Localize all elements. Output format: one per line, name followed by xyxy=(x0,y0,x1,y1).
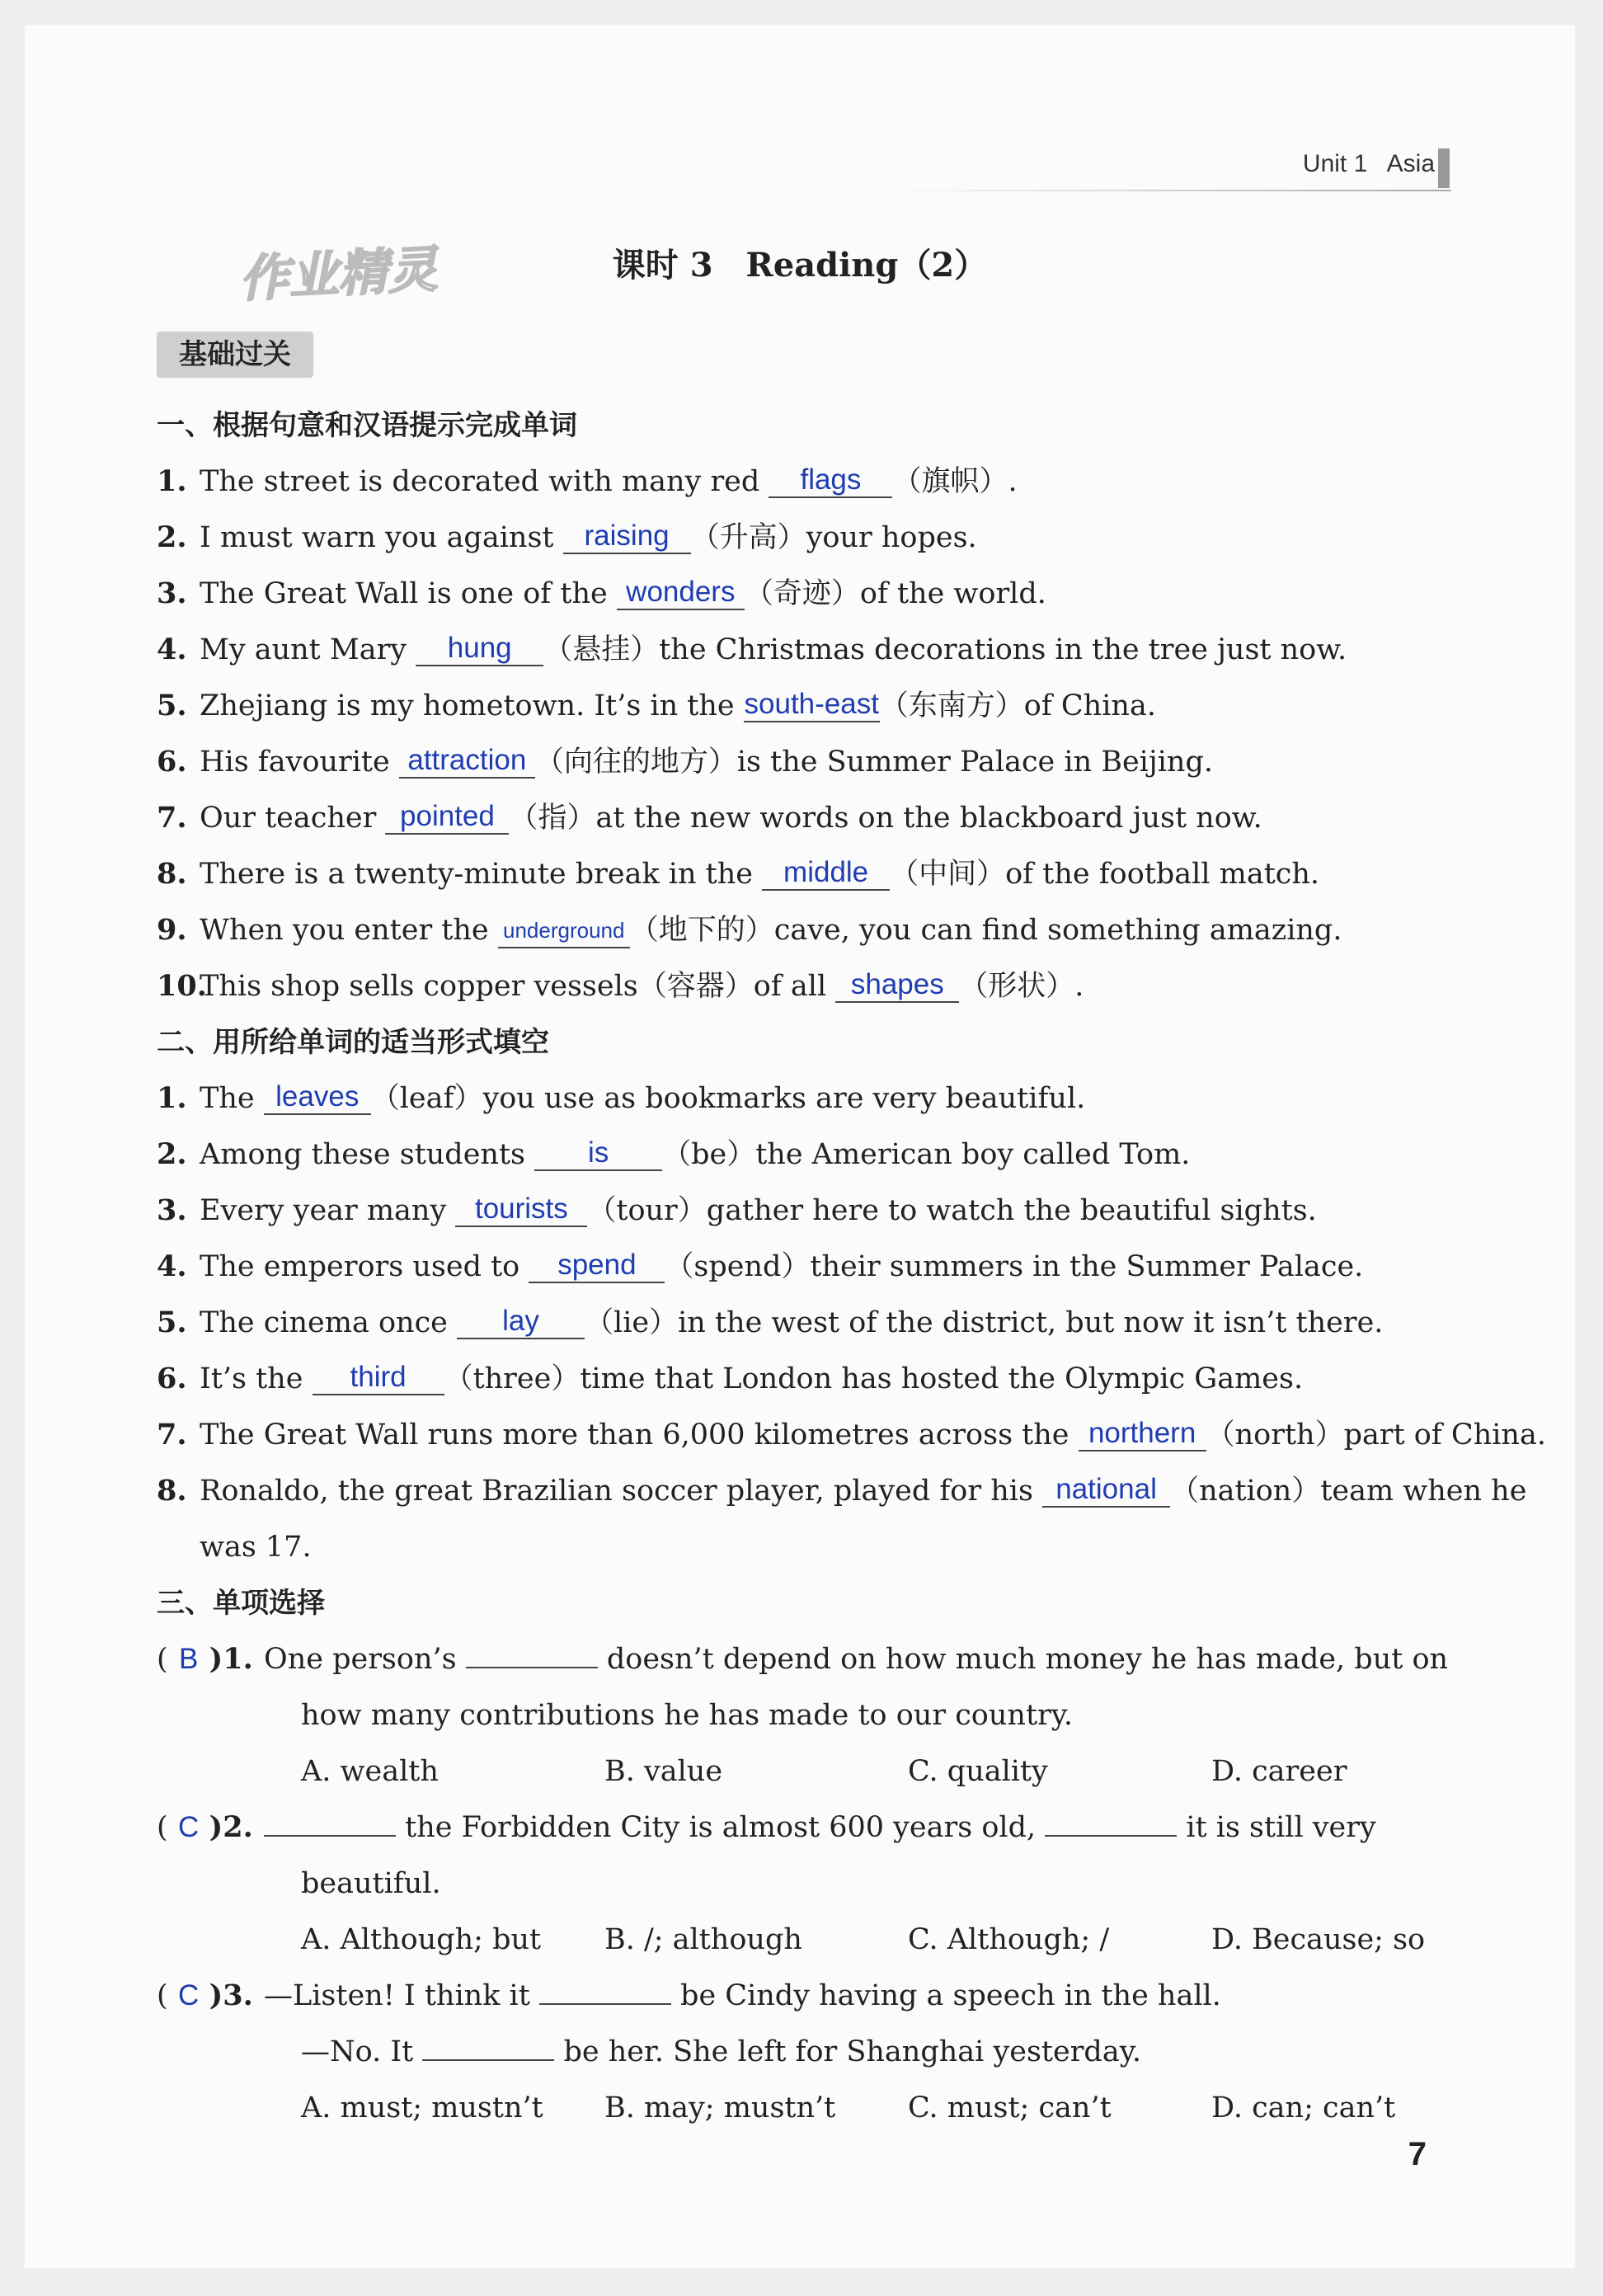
answer-blank[interactable]: flags xyxy=(769,463,892,498)
question-item xyxy=(157,678,1484,734)
mcq-item: ( B )1. One person’s doesn’t depend on how much money he has made, but on xyxy=(157,1631,1484,1687)
answer-blank[interactable]: lay xyxy=(457,1305,585,1339)
question-text: The Great Wall runs more than 6,000 kilometres across the xyxy=(200,1419,1079,1451)
question-number: 3. xyxy=(157,576,187,610)
question-item xyxy=(157,1183,1484,1239)
question-item xyxy=(157,846,1484,902)
mcq-answer[interactable]: C xyxy=(178,1979,200,2011)
mcq-options xyxy=(157,1912,1484,1968)
section1-list xyxy=(157,454,1484,1014)
option-d[interactable]: D. can; can’t xyxy=(1211,2091,1396,2124)
option-d[interactable]: D. Because; so xyxy=(1211,1923,1426,1956)
option-c[interactable]: C. Although; / xyxy=(908,1923,1110,1956)
question-number: 7. xyxy=(157,1418,187,1451)
question-text: （奇迹）of the world. xyxy=(744,577,1046,610)
answer-blank[interactable]: shapes xyxy=(835,968,959,1003)
question-text: （leaf）you use as bookmarks are very beautiful. xyxy=(370,1082,1086,1115)
question-text: It’s the xyxy=(200,1362,313,1395)
question-number: 8. xyxy=(157,1474,187,1508)
mcq-line: how many contributions he has made to our country. xyxy=(301,1699,1074,1732)
option-c[interactable]: C. must; can’t xyxy=(908,2091,1112,2124)
question-text: Our teacher xyxy=(200,802,386,835)
blank[interactable] xyxy=(1045,1818,1177,1837)
question-text: His favourite xyxy=(200,746,399,779)
watermark-logo: 作业精灵 xyxy=(237,240,439,309)
question-number: 4. xyxy=(157,633,187,666)
question-number: 7. xyxy=(157,801,187,835)
question-item xyxy=(157,1407,1546,1463)
question-item xyxy=(157,622,1484,678)
question-item xyxy=(157,1127,1484,1183)
unit-label: Unit 1 xyxy=(1302,150,1368,177)
question-text: The cinema once xyxy=(200,1306,458,1339)
question-number: 2. xyxy=(157,1137,187,1171)
question-number: 8. xyxy=(157,857,187,891)
page-title: 课时 3 Reading（2） xyxy=(612,246,988,285)
question-item xyxy=(157,1295,1484,1351)
answer-blank[interactable]: national xyxy=(1042,1473,1170,1508)
mcq-answer[interactable]: C xyxy=(178,1811,200,1843)
question-text: The xyxy=(200,1082,264,1115)
question-text: （lie）in the west of the district, but now it isn’t there. xyxy=(585,1306,1384,1339)
answer-blank[interactable]: hung xyxy=(416,632,543,666)
question-text: （three）time that London has hosted the Olympic Games. xyxy=(444,1362,1304,1395)
question-text: The Great Wall is one of the xyxy=(200,577,617,610)
answer-blank[interactable]: underground xyxy=(498,914,630,948)
question-text: （spend）their summers in the Summer Palace. xyxy=(665,1250,1364,1283)
mcq-options xyxy=(157,1743,1484,1800)
question-text: The street is decorated with many red xyxy=(200,465,769,498)
question-text: （地下的）cave, you can find something amazing. xyxy=(629,914,1342,947)
question-text: （悬挂）the Christmas decorations in the tree just now. xyxy=(543,633,1347,666)
unit-topic: Asia xyxy=(1386,150,1435,177)
question-text: （tour）gather here to watch the beautiful sights. xyxy=(587,1194,1317,1227)
question-text: （nation）team when he xyxy=(1170,1475,1527,1508)
question-text: I must warn you against xyxy=(200,521,563,554)
question-number: 6. xyxy=(157,1362,187,1395)
question-item xyxy=(157,454,1484,510)
option-b[interactable]: B. /; although xyxy=(604,1923,802,1956)
question-text: （north）part of China. xyxy=(1206,1419,1546,1451)
question-item xyxy=(157,566,1484,622)
question-number: 3. xyxy=(157,1193,187,1227)
question-text: （旗帜）. xyxy=(892,465,1018,498)
answer-blank[interactable]: wonders xyxy=(617,576,745,610)
question-number: 1. xyxy=(157,464,187,498)
option-d[interactable]: D. career xyxy=(1211,1755,1347,1788)
answer-blank[interactable]: tourists xyxy=(455,1193,587,1227)
answer-blank[interactable]: third xyxy=(313,1361,444,1395)
answer-blank[interactable]: spend xyxy=(529,1249,665,1283)
question-number: 2. xyxy=(157,520,187,554)
blank[interactable] xyxy=(422,2043,554,2061)
answer-blank[interactable]: middle xyxy=(762,856,890,891)
question-text: （东南方）of China. xyxy=(879,689,1156,722)
answer-blank[interactable]: is xyxy=(534,1136,662,1171)
question-text: My aunt Mary xyxy=(200,633,416,666)
question-text: There is a twenty-minute break in the xyxy=(200,858,763,891)
mcq-item: ( C )2. the Forbidden City is almost 600 years old, it is still very xyxy=(157,1800,1484,1856)
question-text: Zhejiang is my hometown. It’s in the xyxy=(200,689,744,722)
question-text: The emperors used to xyxy=(200,1250,529,1283)
question-text: This shop sells copper vessels（容器）of all xyxy=(200,970,836,1003)
question-text: Ronaldo, the great Brazilian soccer player, played for his xyxy=(200,1475,1043,1508)
mcq-options xyxy=(157,2080,1484,2136)
section1-heading: 一、根据句意和汉语提示完成单词 xyxy=(157,409,577,442)
answer-blank[interactable]: northern xyxy=(1079,1417,1206,1451)
question-number: 4. xyxy=(157,1249,187,1283)
option-b[interactable]: B. value xyxy=(604,1755,723,1788)
header xyxy=(1303,150,1435,178)
blank[interactable] xyxy=(264,1818,396,1837)
question-text: （形状）. xyxy=(959,970,1084,1003)
option-a[interactable]: A. wealth xyxy=(301,1755,439,1788)
mcq-line: —No. It be her. She left for Shanghai yesterday. xyxy=(301,2035,1141,2068)
question-item xyxy=(157,1463,1527,1519)
question-number: 9. xyxy=(157,913,187,947)
question-text: （中间）of the football match. xyxy=(890,858,1320,891)
question-text: （向往的地方）is the Summer Palace in Beijing. xyxy=(534,746,1213,779)
question-item xyxy=(157,510,1484,566)
option-a[interactable]: A. must; mustn’t xyxy=(301,2091,543,2124)
answer-blank[interactable]: pointed xyxy=(385,800,509,835)
question-text: Among these students xyxy=(200,1138,535,1171)
exercise-content xyxy=(157,398,1546,2136)
mcq-item: ( C )3. —Listen! I think it be Cindy having a speech in the hall. xyxy=(157,1968,1484,2024)
option-a[interactable]: A. Although; but xyxy=(301,1923,542,1956)
question-item xyxy=(157,790,1484,846)
question-number: 10. xyxy=(157,969,207,1003)
question-continuation: was 17. xyxy=(200,1531,312,1564)
question-number: 6. xyxy=(157,745,187,779)
mcq-answer[interactable]: B xyxy=(178,1643,199,1675)
question-number: 1. xyxy=(157,1081,187,1115)
answer-blank[interactable]: leaves xyxy=(264,1080,371,1115)
question-number: 5. xyxy=(157,689,187,722)
option-b[interactable]: B. may; mustn’t xyxy=(604,2091,836,2124)
answer-blank[interactable]: attraction xyxy=(399,744,535,779)
option-c[interactable]: C. quality xyxy=(908,1755,1048,1788)
answer-blank[interactable]: south-east xyxy=(744,688,880,722)
section3-heading: 三、单项选择 xyxy=(157,1587,325,1620)
blank[interactable] xyxy=(539,1987,671,2005)
question-text: When you enter the xyxy=(200,914,498,947)
blank[interactable] xyxy=(466,1650,598,1668)
header-divider xyxy=(882,190,1451,191)
page-number: 7 xyxy=(1408,2136,1427,2172)
section-badge: 基础过关 xyxy=(157,332,313,378)
question-item xyxy=(157,958,1484,1014)
question-text: Every year many xyxy=(200,1194,456,1227)
question-text: （升高）your hopes. xyxy=(690,521,977,554)
mcq-line: beautiful. xyxy=(301,1867,441,1900)
question-item xyxy=(157,1239,1484,1295)
question-item xyxy=(157,902,1484,958)
section2-list xyxy=(157,1070,1546,1575)
question-item xyxy=(157,1070,1484,1127)
section2-heading: 二、用所给单词的适当形式填空 xyxy=(157,1026,549,1059)
question-text: （be）the American boy called Tom. xyxy=(662,1138,1191,1171)
question-text: （指）at the new words on the blackboard just now. xyxy=(509,802,1262,835)
page xyxy=(25,25,1575,2268)
question-item xyxy=(157,1351,1484,1407)
question-item xyxy=(157,734,1484,790)
answer-blank[interactable]: raising xyxy=(563,520,691,554)
header-bar xyxy=(1438,148,1450,188)
question-number: 5. xyxy=(157,1306,187,1339)
